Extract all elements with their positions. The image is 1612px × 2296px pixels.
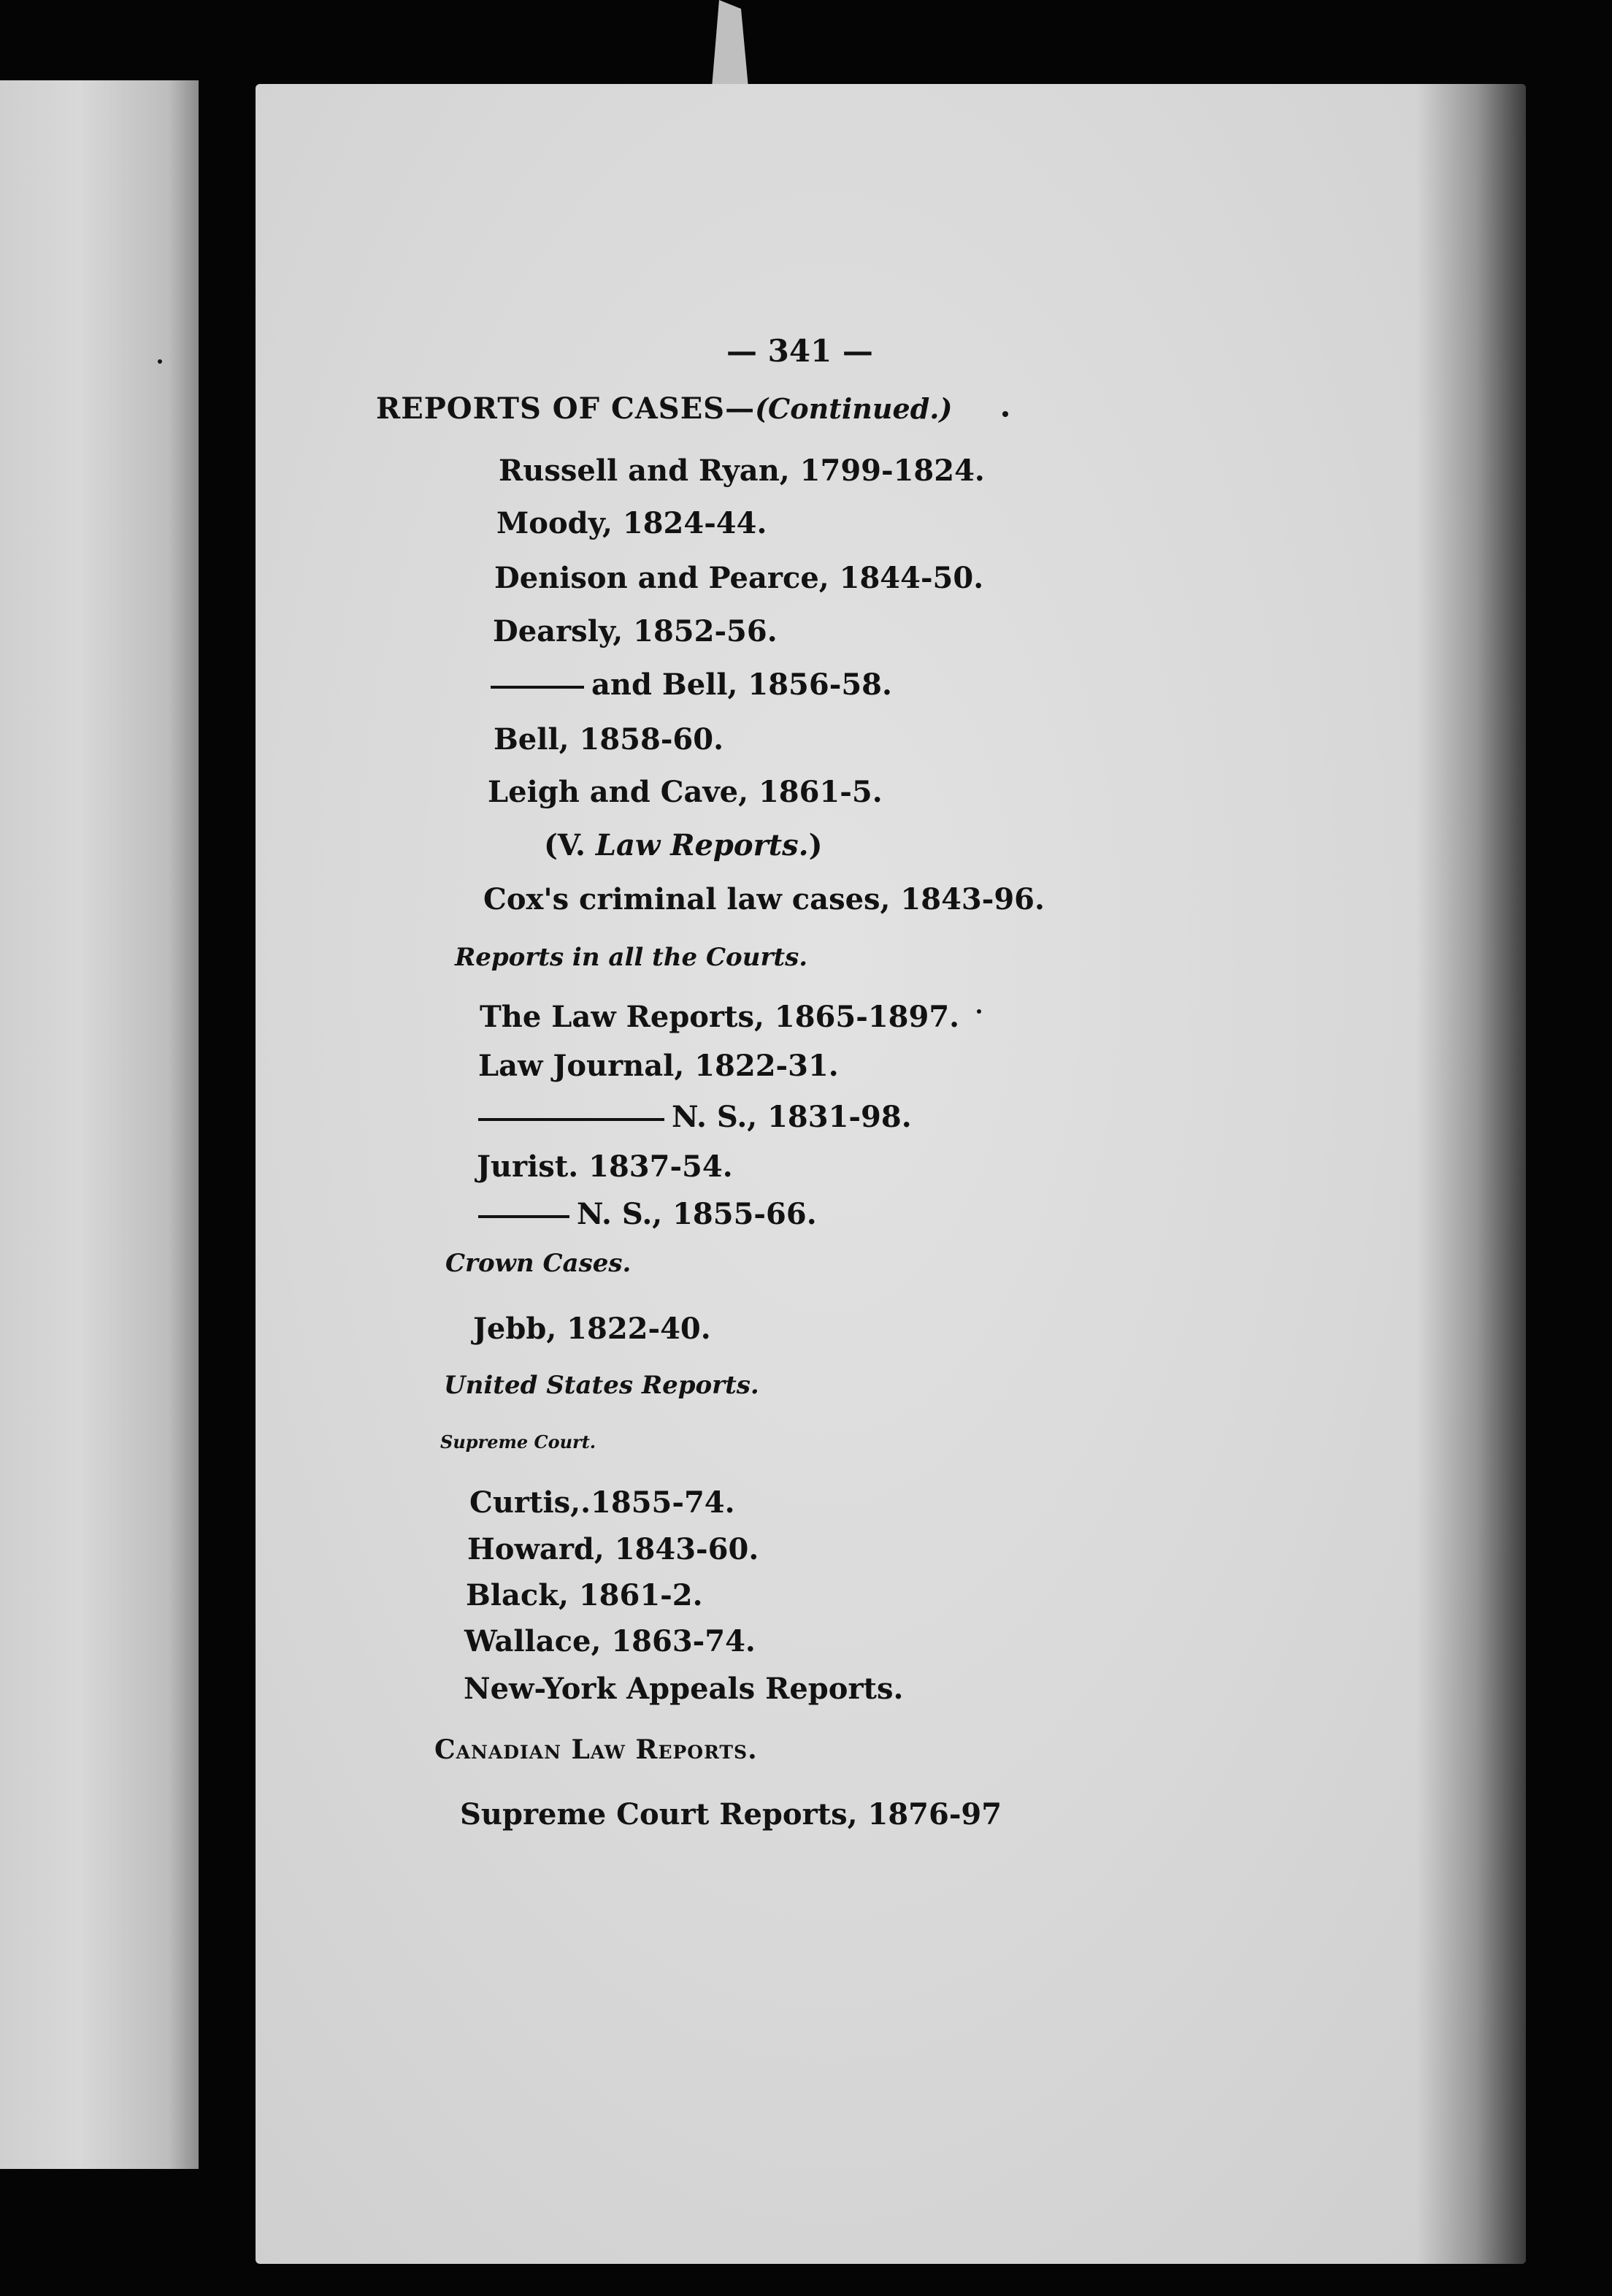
heading-main: REPORTS OF CASES— [376,391,756,426]
entry-law-journal-ns-text: N. S., 1831-98. [672,1100,912,1134]
entry-curtis: Curtis,.1855-74. [469,1485,735,1520]
entry-denison-pearce: Denison and Pearce, 1844-50. [494,561,984,595]
speck-mark [977,1009,981,1014]
entry-bell: Bell, 1858-60. [494,722,724,757]
entry-black: Black, 1861-2. [466,1578,703,1612]
entry-jurist: Jurist. 1837-54. [477,1149,733,1184]
speck-mark [1002,411,1008,417]
entry-jurist-ns-text: N. S., 1855-66. [577,1197,817,1231]
subheading-crown-cases: Crown Cases. [445,1249,632,1278]
ditto-dash [478,1215,569,1218]
entry-jurist-ns [478,1197,817,1231]
entry-cox: Cox's criminal law cases, 1843-96. [483,882,1045,917]
speck-mark [158,359,162,364]
entry-law-reports: The Law Reports, 1865-1897. [480,1000,960,1034]
entry-jebb: Jebb, 1822-40. [473,1312,711,1346]
entry-new-york-appeals: New-York Appeals Reports. [464,1672,904,1706]
left-page-edge [0,80,199,2169]
page-number: — 341 — [726,333,873,369]
entry-dearsly-bell [491,667,892,702]
ditto-dash [478,1118,664,1121]
entry-law-journal: Law Journal, 1822-31. [478,1049,839,1083]
section-heading [376,391,953,426]
entry-law-journal-ns [478,1100,912,1134]
subheading-all-courts: Reports in all the Courts. [455,943,808,972]
subheading-united-states: United States Reports. [444,1371,759,1400]
entry-wallace: Wallace, 1863-74. [464,1624,756,1658]
page-tab [712,0,748,88]
subheading-supreme-court: Supreme Court. [440,1431,596,1453]
ditto-dash [491,686,584,689]
see-note-open: (V. [544,828,596,862]
heading-continued: (Continued.) [755,392,953,425]
see-note-italic: Law Reports. [595,828,809,862]
entry-moody: Moody, 1824-44. [496,506,767,540]
page-binding-shadow [1416,84,1526,2264]
entry-canadian-supreme: Supreme Court Reports, 1876-97 [460,1797,1002,1832]
entry-howard: Howard, 1843-60. [467,1532,759,1566]
entry-dearsly: Dearsly, 1852-56. [493,614,778,648]
entry-russell-ryan: Russell and Ryan, 1799-1824. [499,454,985,488]
entry-dearsly-bell-text: and Bell, 1856-58. [591,667,892,702]
see-note-close: ) [808,828,823,862]
subheading-canadian: Canadian Law Reports. [434,1734,758,1765]
entry-leigh-cave: Leigh and Cave, 1861-5. [488,775,883,809]
see-law-reports-note [544,828,823,862]
